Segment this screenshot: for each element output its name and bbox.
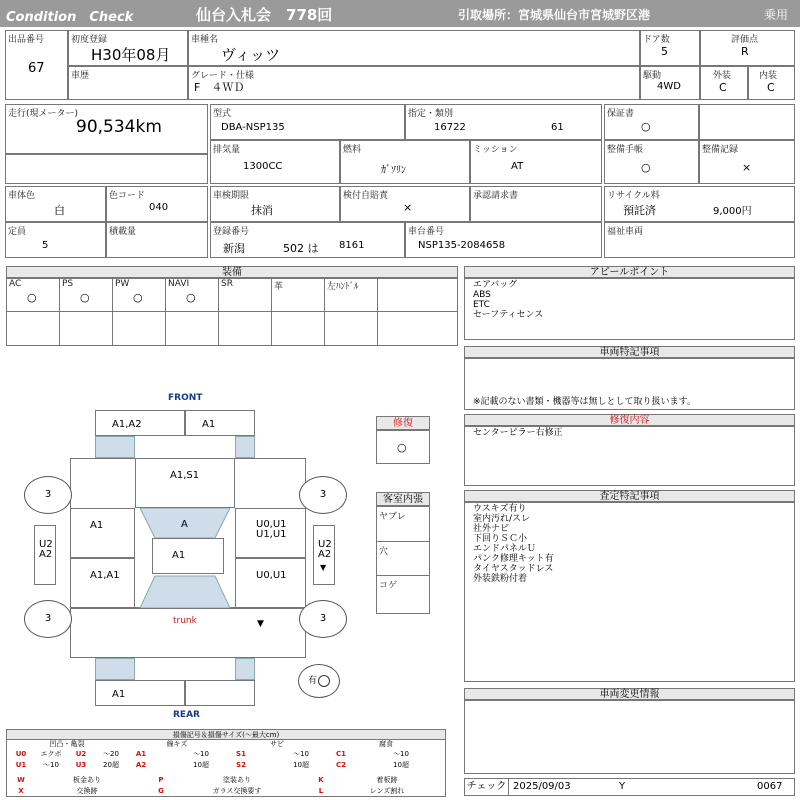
doors-value: 5 (661, 45, 668, 58)
history-label: 車歴 (71, 71, 90, 81)
capacity-cell (5, 222, 106, 258)
legend-code: エクボ (40, 750, 62, 758)
tire-rear-left (24, 600, 72, 638)
rear-right-panel (185, 680, 255, 706)
right-rear-door-damage: U0,U1 (256, 570, 287, 581)
legend-other-code: 塗装あり (223, 776, 251, 784)
equipment-value: ○ (186, 291, 196, 304)
recycle-fee: 9,000円 (713, 206, 752, 217)
roof-damage: A1 (172, 550, 186, 561)
approval-cell (470, 186, 602, 222)
rear-right-corner (235, 658, 255, 680)
trunk-label: trunk (173, 616, 197, 626)
cabin-burn-label: コゲ (379, 581, 398, 591)
repair-content-text: センターピラー右修正 (473, 428, 563, 438)
mileage-extra-cell (5, 154, 208, 184)
int-label: 内装 (759, 71, 778, 81)
tire-front-left (24, 476, 72, 514)
tire-fr-value: 3 (319, 489, 327, 500)
approval-label: 承認請求書 (473, 191, 519, 201)
legend-code: ～10 (293, 750, 309, 758)
appeal-panel (464, 278, 795, 340)
equipment-label: PS (62, 279, 74, 289)
legend-group-header: 凹凸・亀裂 (49, 740, 85, 748)
legend-group-header: 線キズ (166, 740, 188, 748)
manual-label: 整備手帳 (607, 145, 644, 155)
model-label: 車種名 (191, 35, 219, 45)
repair-box-value: ○ (397, 441, 407, 454)
cabin-title: 客室内張 (376, 492, 430, 506)
legend-code: U1 (15, 761, 27, 769)
special-notes-panel (464, 358, 795, 410)
equipment-label: 革 (274, 282, 284, 292)
record-label: 整備記録 (702, 145, 739, 155)
legend-code: C2 (335, 761, 346, 769)
chassis-label: 車台番号 (408, 227, 445, 237)
inspector-code: Y (619, 781, 626, 792)
legend-code: ～10 (43, 761, 59, 769)
tire-front-right (299, 476, 347, 514)
model-type-cell (210, 104, 405, 140)
legend-code: S1 (236, 750, 246, 758)
windshield-damage: A (181, 519, 188, 530)
trunk-wheel-mark: ▼ (257, 619, 264, 629)
right-front-door-damage: U0,U1 U1,U1 (256, 519, 287, 540)
lot-number-cell (5, 30, 68, 100)
legend-other-code: K (318, 776, 324, 784)
legend-other-code: 板金あり (73, 776, 101, 784)
repair-content-title: 修復内容 (464, 414, 795, 426)
legend-group-header: 腐食 (379, 740, 393, 748)
legend-group-header: サビ (270, 740, 284, 748)
warranty-value: ○ (641, 120, 651, 133)
ext-value: C (719, 81, 727, 94)
legend-code: ～10 (193, 750, 209, 758)
load-capacity-cell (106, 222, 208, 258)
legend-other-code: 着板跡 (376, 776, 398, 784)
equipment-item (60, 279, 113, 345)
left-side-panel (34, 525, 56, 585)
front-left-damage: A1,A2 (112, 419, 142, 430)
reg-place: 新潟 (223, 242, 245, 255)
tire-fl-value: 3 (44, 489, 52, 500)
tire-rear-right (299, 600, 347, 638)
legend-other-code: 交換跡 (76, 787, 98, 795)
displacement-cell (210, 140, 340, 184)
legend-code: 10超 (193, 761, 209, 769)
mission-value: AT (511, 161, 524, 172)
header-bar (0, 0, 800, 27)
recycle-status: 預託済 (623, 204, 656, 217)
equipment-item (272, 279, 325, 345)
legend-code: 10超 (393, 761, 409, 769)
tire-rl-value: 3 (44, 613, 52, 624)
left-front-door (70, 508, 135, 558)
check-row (464, 778, 795, 796)
cabin-panel (376, 506, 430, 614)
pickup-location: 引取場所：宮城県仙台市宮城野区港 (458, 8, 651, 22)
right-side-panel (313, 525, 335, 585)
fuel-label: 燃料 (343, 145, 362, 155)
int-value: C (767, 81, 775, 94)
rating-label: 評価点 (731, 35, 759, 45)
rear-left-corner (95, 658, 135, 680)
inspection-value: 抹消 (251, 204, 273, 217)
mileage-value: 90,534km (76, 117, 162, 137)
legend-code: U2 (75, 750, 87, 758)
designation-label: 指定・類別 (408, 109, 454, 119)
manual-value: ○ (641, 161, 651, 174)
welfare-cell (604, 222, 795, 258)
equipment-grid (6, 278, 458, 346)
color-value: 白 (54, 204, 65, 217)
auction-title: 仙台入札会 778回 (196, 6, 333, 24)
special-notes-title: 車両特記事項 (464, 346, 795, 358)
welfare-label: 福祉車両 (607, 227, 644, 237)
equipment-label: NAVI (168, 279, 190, 289)
insurance-label: 検付自賠責 (343, 191, 389, 201)
equipment-label: SR (221, 279, 233, 289)
equipment-value: ○ (80, 291, 90, 304)
first-registration-cell (68, 30, 188, 66)
tire-rr-value: 3 (319, 613, 327, 624)
classification-value: 61 (551, 122, 564, 133)
capacity-label: 定員 (8, 227, 27, 237)
legend-other-code: P (158, 776, 164, 784)
vehicle-changes-panel (464, 700, 795, 774)
rear-label: REAR (173, 710, 200, 720)
record-value: × (742, 161, 752, 174)
left-rear-door (70, 558, 135, 608)
first-registration: H30年08月 (91, 46, 171, 64)
warranty-extra-cell (699, 104, 795, 140)
equipment-item (7, 279, 60, 345)
repair-box (376, 430, 430, 464)
cabin-hole-label: 穴 (379, 547, 389, 557)
front-label: FRONT (168, 393, 203, 403)
rating-cell (700, 30, 795, 66)
rear-window (140, 576, 230, 608)
left-rear-door-damage: A1,A1 (90, 570, 120, 581)
equipment-value: ○ (133, 291, 143, 304)
legend-title: 損傷記号＆損傷サイズ(～最大cm) (7, 730, 445, 740)
equipment-item (166, 279, 219, 345)
right-rear-door (235, 558, 306, 608)
chassis-cell (405, 222, 602, 258)
fuel-cell (340, 140, 470, 184)
warranty-label: 保証書 (607, 109, 635, 119)
doors-label: ドア数 (643, 35, 670, 45)
assessment-panel (464, 502, 795, 682)
maintenance-record-cell (699, 140, 795, 184)
repair-box-title: 修復 (376, 416, 430, 430)
color-code-label: 色コード (109, 191, 146, 201)
drive-label: 駆動 (643, 71, 662, 81)
lot-number: 67 (28, 61, 45, 76)
reg-no-label: 登録番号 (213, 227, 250, 237)
legend-code: A2 (135, 761, 147, 769)
spare-tire (298, 664, 340, 698)
legend-other-code: ガラス交換要す (212, 787, 262, 795)
spare-tire-label: 有 (307, 676, 317, 686)
rear-bumper (95, 680, 185, 706)
appeal-list: エアバッグ ABS ETC セーフティセンス (473, 280, 544, 320)
body-color-cell (5, 186, 106, 222)
appeal-title: アピールポイント (464, 266, 795, 278)
front-right-panel (185, 410, 255, 436)
mileage-label: 走行(現メーター) (8, 109, 79, 119)
hood-damage: A1,S1 (170, 470, 200, 481)
displacement-label: 排気量 (213, 145, 241, 155)
displacement-value: 1300CC (243, 161, 283, 172)
spare-wheel-icon (318, 675, 330, 687)
reg-class: 502 は (283, 242, 319, 255)
legend-code: ～10 (393, 750, 409, 758)
inspection-label: 車検期限 (213, 191, 250, 201)
legend-other-code: レンズ割れ (369, 787, 405, 795)
designation-cell (405, 104, 602, 140)
check-label: チェック (465, 779, 509, 795)
insurance-value: × (403, 201, 413, 214)
insurance-cell (340, 186, 470, 222)
mission-cell (470, 140, 602, 184)
fuel-value: ｶﾞｿﾘﾝ (381, 165, 406, 176)
doors-cell (640, 30, 700, 66)
vehicle-category: 乗用 (764, 8, 789, 22)
legend-other-code: X (18, 787, 24, 795)
first-reg-label: 初度登録 (71, 35, 108, 45)
legend-other-code: L (318, 787, 324, 795)
roof-panel (152, 538, 224, 574)
legend-code: A1 (135, 750, 147, 758)
legend-other-code: W (17, 776, 25, 784)
warranty-cell (604, 104, 699, 140)
legend-code: S2 (236, 761, 246, 769)
equipment-item (113, 279, 166, 345)
assessment-list: ウスキズ有り 室内汚れ/スレ 社外ナビ 下回りＳＣ小 エンドパネルＵ パンク修理キット有 タイヤスタッドレス 外装鉄粉付着 (473, 504, 554, 584)
equipment-label: 左ﾊﾝﾄﾞﾙ (327, 282, 359, 292)
capacity-value: 5 (42, 240, 49, 251)
registration-number-cell (210, 222, 405, 258)
front-left-corner (95, 436, 135, 458)
lot-label: 出品番号 (8, 35, 45, 45)
color-code-cell (106, 186, 208, 222)
front-right-corner (235, 436, 255, 458)
equipment-label: PW (115, 279, 130, 289)
ext-label: 外装 (713, 71, 732, 81)
recycle-cell (604, 186, 795, 222)
model-cell (188, 30, 640, 66)
equipment-item (325, 279, 378, 345)
front-right-damage: A1 (202, 419, 216, 430)
interior-grade-cell (748, 66, 795, 100)
damage-legend (6, 729, 446, 797)
right-side-wheel-mark: ▼ (320, 563, 327, 572)
left-fender-damage: A1 (90, 520, 104, 531)
grade-cell (188, 66, 640, 100)
chassis-value: NSP135-2084658 (418, 240, 506, 251)
sheet-number: 0067 (757, 781, 783, 792)
legend-code: 20超 (103, 761, 119, 769)
type-value: DBA-NSP135 (221, 122, 285, 133)
right-side-damage: U2 A2 (318, 539, 332, 560)
legend-code: 10超 (293, 761, 309, 769)
equipment-value: ○ (27, 291, 37, 304)
rear-bumper-damage: A1 (112, 689, 126, 700)
repair-content-panel (464, 426, 795, 486)
hood-panel (135, 458, 235, 508)
left-side-damage: U2 A2 (39, 539, 53, 560)
condition-check-title: Condition Check (6, 10, 134, 25)
rating-value: R (741, 45, 749, 58)
legend-code: ～20 (103, 750, 119, 758)
history-cell (68, 66, 188, 100)
designation-value: 16722 (434, 122, 466, 133)
color-label: 車体色 (8, 191, 36, 201)
legend-other-code: G (158, 787, 164, 795)
exterior-grade-cell (700, 66, 748, 100)
reg-number: 8161 (339, 240, 365, 251)
drive-value: 4WD (657, 81, 681, 92)
legend-code: U3 (75, 761, 87, 769)
assessment-title: 査定特記事項 (464, 490, 795, 502)
grade-label: グレード・仕様 (191, 71, 255, 81)
mileage-cell (5, 104, 208, 154)
special-notes-text: ※記載のない書類・機器等は無しとして取り扱います。 (473, 397, 696, 407)
cabin-tear-label: ヤブレ (379, 512, 406, 522)
vehicle-changes-title: 車両変更情報 (464, 688, 795, 700)
drive-cell (640, 66, 700, 100)
grade-value: F ４ＷＤ (194, 81, 245, 94)
check-date: 2025/09/03 (513, 781, 571, 792)
mission-label: ミッション (473, 145, 518, 155)
model-name: ヴィッツ (221, 46, 281, 64)
recycle-label: リサイクル料 (607, 191, 660, 201)
legend-code: C1 (335, 750, 346, 758)
color-code-value: 040 (149, 202, 169, 213)
load-label: 積載量 (109, 227, 137, 237)
equipment-item (219, 279, 272, 345)
inspection-cell (210, 186, 340, 222)
legend-code: U0 (15, 750, 27, 758)
car-diagram (0, 388, 372, 728)
equipment-label: AC (9, 279, 22, 289)
equipment-title: 装備 (6, 266, 458, 278)
maintenance-manual-cell (604, 140, 699, 184)
type-label: 型式 (213, 109, 232, 119)
